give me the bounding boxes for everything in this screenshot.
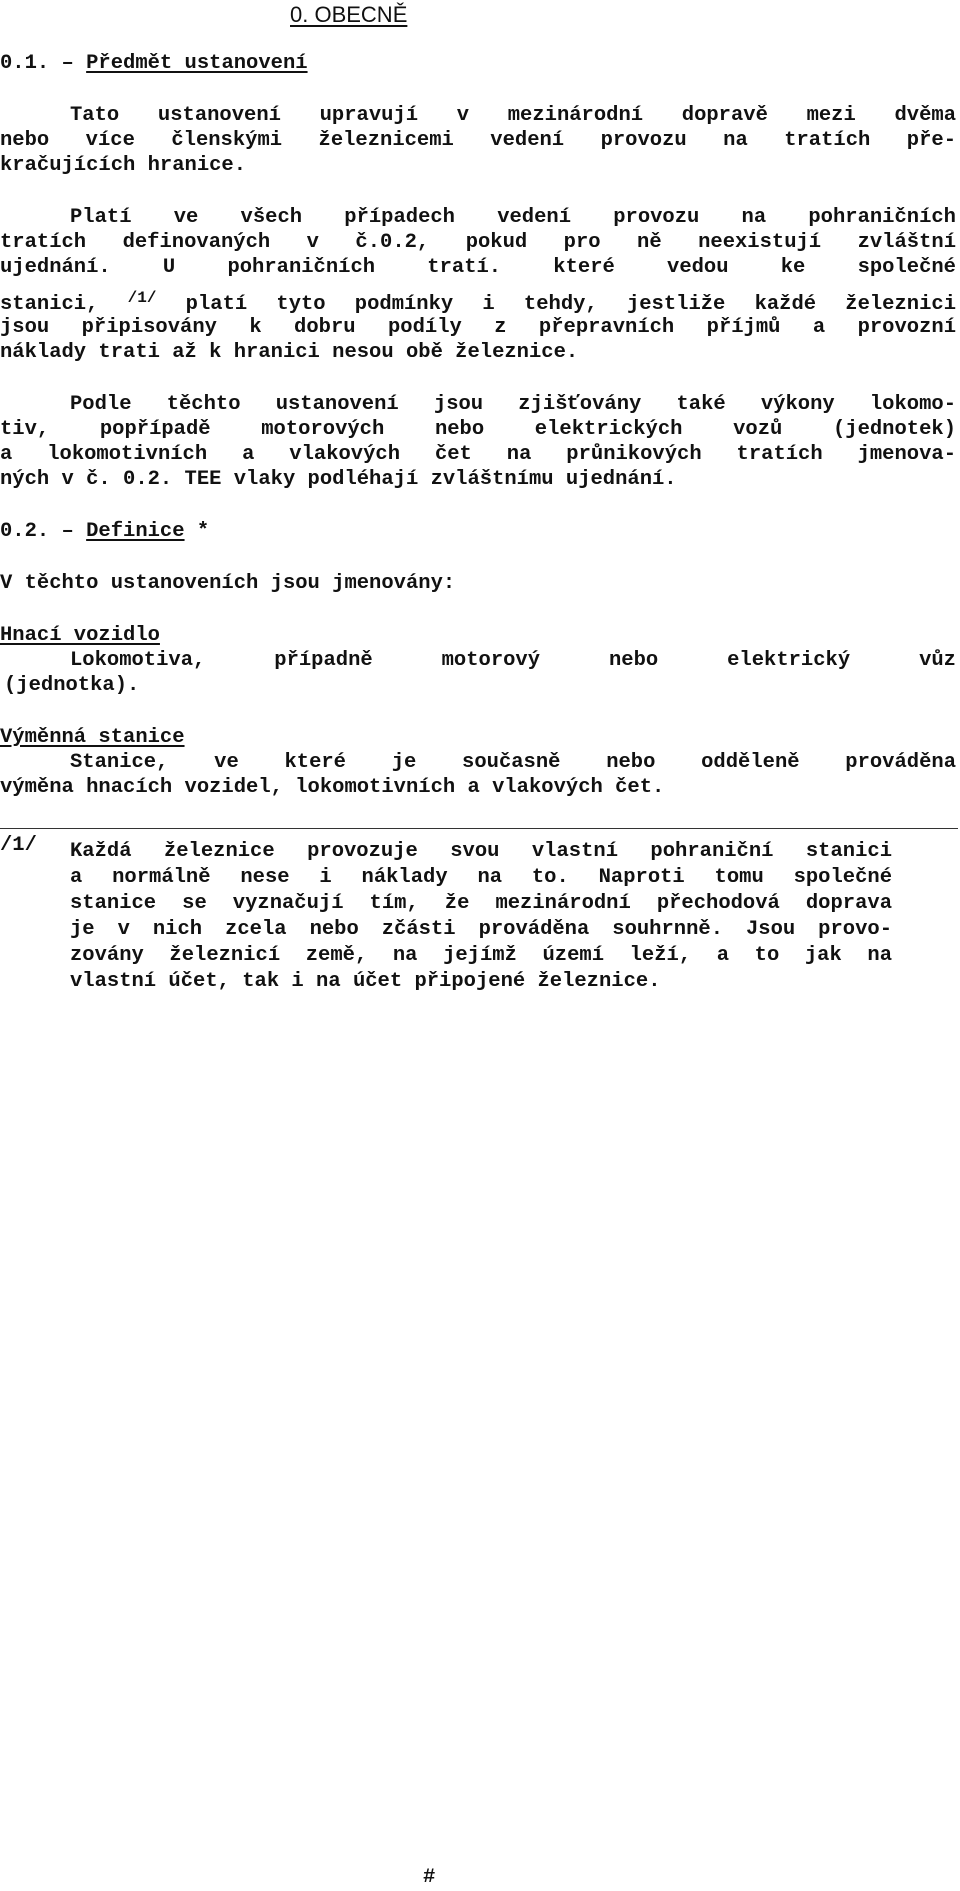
page-mark: # (423, 1866, 436, 1889)
paragraph-line: ných v č. 0.2. TEE vlaky podléhají zvláštnímu ujednání. (0, 468, 677, 491)
paragraph-line: jsou připisovány k dobru podíly z přepravních příjmů a provozní (0, 316, 956, 339)
paragraph-line: nebo více členskými železnicemi vedení provozu na tratích pře- (0, 129, 956, 152)
footnote-line: a normálně nese i náklady na to. Naproti tomu společné (70, 866, 892, 889)
footnote-separator (0, 828, 958, 829)
paragraph-line: Podle těchto ustanovení jsou zjišťovány také výkony lokomo- (70, 393, 956, 416)
paragraph-text: platí tyto podmínky i tehdy, jestliže každé železnici (185, 293, 956, 316)
section-heading-0-1 (0, 52, 308, 76)
footnote-line: zovány železnicí země, na jejímž území leží, a to jak na (70, 944, 892, 967)
footnote-line: stanice se vyznačují tím, že mezinárodní přechodová doprava (70, 892, 892, 915)
term-definition-line: výměna hnacích vozidel, lokomotivních a vlakových čet. (0, 776, 665, 799)
footnote-mark: /1/ (0, 834, 37, 857)
section-mark: * (184, 520, 210, 543)
paragraph-line: tiv, popřípadě motorových nebo elektrických vozů (jednotek) (0, 418, 956, 441)
term-title: Hnací vozidlo (0, 624, 160, 647)
definitions-intro: V těchto ustanoveních jsou jmenovány: (0, 572, 456, 595)
paragraph-line: kračujících hranice. (0, 154, 247, 177)
term-definition-line: Lokomotiva, případně motorový nebo elektrický vůz (70, 649, 956, 672)
paragraph-line: Platí ve všech případech vedení provozu na pohraničních (70, 206, 956, 229)
section-heading-0-2 (0, 520, 209, 544)
paragraph-line: Tato ustanovení upravují v mezinárodní dopravě mezi dvěma (70, 104, 956, 127)
paragraph-text: stanici, (0, 293, 99, 316)
footnote-line: Každá železnice provozuje svou vlastní pohraniční stanici (70, 840, 892, 863)
term-definition-line: Stanice, ve které je současně nebo odděleně prováděna (70, 751, 956, 774)
section-title: Definice (86, 520, 185, 543)
section-number: 0.2. – (0, 520, 87, 543)
section-title: Předmět ustanovení (86, 52, 308, 75)
paragraph-line: tratích definovaných v č.0.2, pokud pro ně neexistují zvláštní (0, 231, 956, 254)
term-definition-line: (jednotka). (4, 674, 140, 697)
paragraph-line: náklady trati až k hranici nesou obě železnice. (0, 341, 579, 364)
footnote-line: je v nich zcela nebo zčásti prováděna souhrnně. Jsou provo- (70, 918, 892, 941)
footnote-reference: /1/ (127, 289, 157, 307)
footnote-line: vlastní účet, tak i na účet připojené železnice. (70, 970, 661, 993)
section-number: 0.1. – (0, 52, 87, 75)
term-title: Výměnná stanice (0, 726, 185, 749)
paragraph-line (0, 286, 956, 317)
paragraph-line: ujednání. U pohraničních tratí. které vedou ke společné (0, 256, 956, 279)
chapter-heading: 0. OBECNĚ (290, 2, 408, 27)
paragraph-line: a lokomotivních a vlakových čet na průnikových tratích jmenova- (0, 443, 956, 466)
